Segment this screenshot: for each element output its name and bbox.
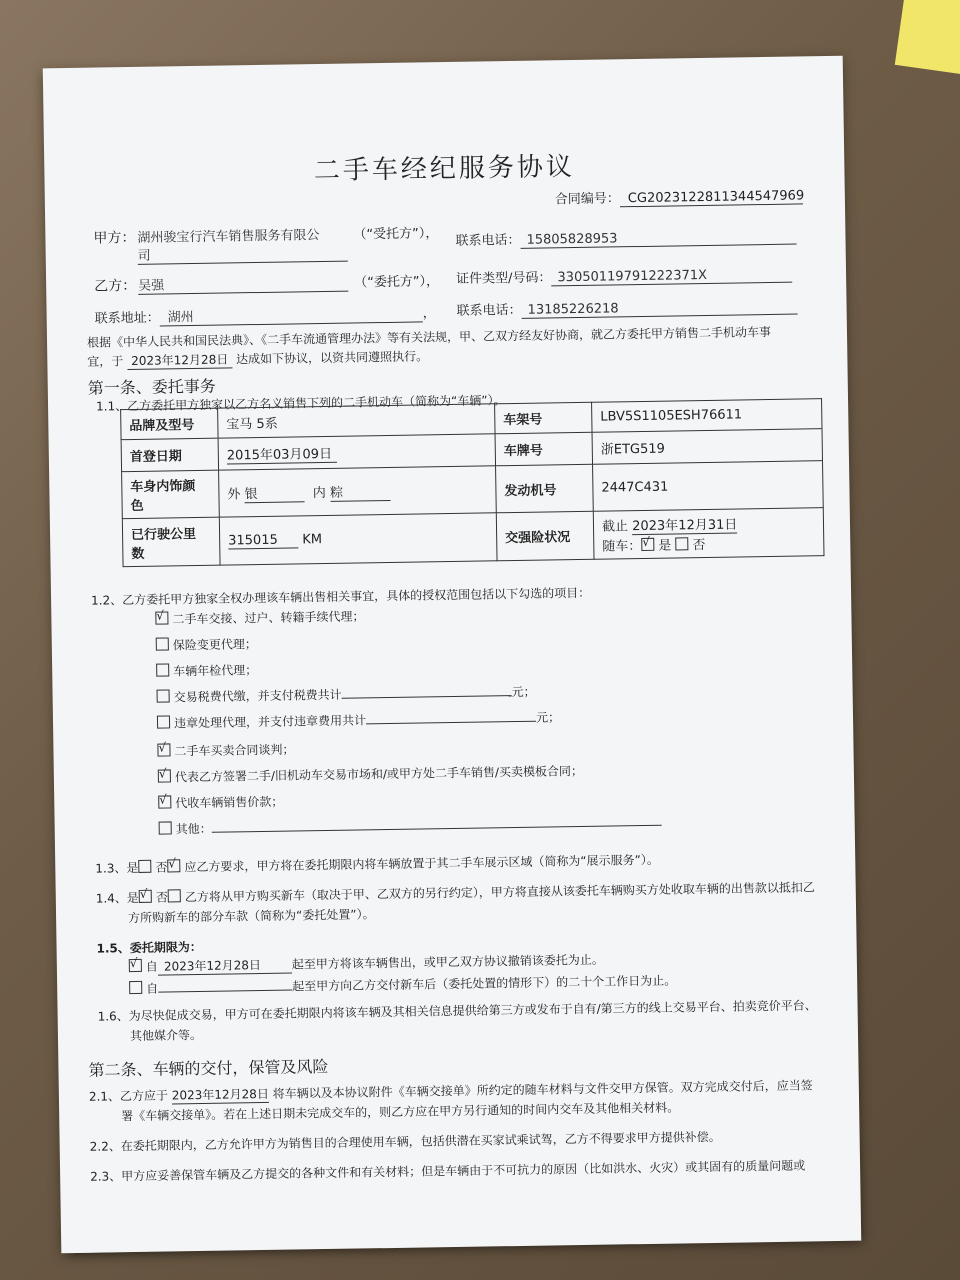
clause-2-1: 2.1、乙方应于 2023年12月28日 将车辆以及本协议附件《车辆交接单》所约定的随车材料与文件交甲方保管。双方完成交付后，应当签 bbox=[88, 1078, 813, 1104]
clause-2-2: 2.2、在委托期限内，乙方允许甲方为销售目的合理使用车辆，包括供潜在买家试乘试驾，乙方不得要求甲方提供补偿。 bbox=[89, 1129, 721, 1154]
section-2-heading: 第二条、车辆的交付，保管及风险 bbox=[88, 1056, 329, 1080]
preamble-date: 2023年12月28日 bbox=[127, 350, 232, 370]
clause-1-3: 1.3、是 否√ 应乙方要求，甲方将在委托期限内将车辆放置于其二手车展示区域（简称为“展示服务”）。 bbox=[95, 851, 659, 877]
plate-label: 车牌号 bbox=[495, 432, 592, 466]
list-item: 保险变更代理； bbox=[156, 629, 659, 663]
sticky-note bbox=[895, 0, 960, 74]
party-a-phone: 15805828953 bbox=[520, 229, 796, 249]
party-b-phone: 13185226218 bbox=[522, 299, 798, 319]
list-item: 其他： bbox=[159, 813, 662, 847]
insurance-cell: 截止 2023年12月31日 随车：√ 是 否 bbox=[593, 508, 824, 560]
showroom-no-checkbox[interactable] bbox=[167, 859, 180, 872]
reg-date-value: 2015年03月09日 bbox=[227, 442, 337, 464]
clause-1-5: 1.5、委托期限为： bbox=[96, 939, 202, 956]
list-item: √二手车交接、过户、转籍手续代理； bbox=[155, 603, 658, 637]
clause-1-4: 1.4、是√ 否 乙方将从甲方购买新车（取决于甲、乙双方的另行约定），甲方将直接从该委托车辆购买方处收取车辆的出售款以抵扣乙 bbox=[96, 878, 815, 906]
party-a-phone-row: 联系电话： 15805828953 bbox=[455, 225, 796, 250]
term-option-2: 自 起至甲方向乙方交付新车后（委托处置的情形下）的二十个工作日为止。 bbox=[129, 971, 676, 998]
vin-value: LBV5S1105ESH76611 bbox=[592, 399, 822, 433]
insurance-date: 2023年12月31日 bbox=[632, 514, 737, 536]
reg-date-label: 首登日期 bbox=[121, 438, 218, 472]
party-a-name-cont: 司 bbox=[138, 242, 348, 265]
reg-date-cell bbox=[218, 434, 495, 470]
color-label: 车身内饰颜 色 bbox=[122, 470, 220, 519]
clause-1-6-cont: 其他媒介等。 bbox=[129, 1027, 203, 1044]
party-b-role: （“委托方”）， bbox=[354, 274, 440, 291]
disposal-no-checkbox[interactable] bbox=[168, 889, 181, 902]
disposal-yes-checkbox[interactable] bbox=[139, 890, 152, 903]
list-item: √二手车买卖合同谈判； bbox=[157, 735, 660, 769]
list-item: √代表乙方签署二手/旧机动车交易市场和/或甲方处二手车销售/买卖模板合同； bbox=[158, 761, 661, 795]
party-b-address: 湖州 bbox=[160, 302, 423, 326]
address-row: 联系地址： 湖州 ， bbox=[95, 302, 436, 327]
brand-value: 宝马 5系 bbox=[218, 404, 495, 438]
list-item: 交易税费代缴，并支付税费共计 元； bbox=[156, 681, 659, 715]
mileage-label: 已行驶公里 数 bbox=[122, 517, 220, 567]
brand-label: 品牌及型号 bbox=[121, 408, 218, 440]
list-item: 违章处理代理，并支付违章费用共计 元； bbox=[157, 707, 660, 743]
list-item: √代收车辆销售价款； bbox=[158, 787, 661, 821]
color-cell: 外 银 内 粽 bbox=[219, 466, 497, 517]
term-2-checkbox[interactable] bbox=[129, 981, 142, 994]
party-b-id: 33050119791222371X bbox=[551, 267, 792, 287]
option-checkbox[interactable] bbox=[155, 611, 168, 624]
list-item: 车辆年检代理； bbox=[156, 655, 659, 689]
exterior-color: 银 bbox=[244, 482, 304, 503]
vin-label: 车架号 bbox=[495, 402, 592, 434]
showroom-yes-checkbox[interactable] bbox=[138, 860, 151, 873]
table-row bbox=[122, 508, 824, 567]
option-checkbox[interactable] bbox=[157, 689, 170, 702]
option-checkbox[interactable] bbox=[156, 637, 169, 650]
party-b-id-row: 证件类型/号码： 33050119791222371X bbox=[456, 263, 793, 288]
option-list bbox=[155, 603, 662, 847]
clause-2-1-cont: 署《车辆交接单》。若在上述日期未完成交车的，则乙方应在甲方另行通知的时间内交车及其他相关材料。 bbox=[121, 1100, 680, 1124]
engine-label: 发动机号 bbox=[496, 464, 594, 513]
term-1-date: 2023年12月28日 bbox=[158, 956, 292, 976]
clause-1-6: 1.6、为尽快促成交易，甲方可在委托期限内将该车辆及其相关信息提供给第三方或发布于自有/第三方的线上交易平台、拍卖竞价平台、 bbox=[97, 998, 817, 1024]
clause-2-3: 2.3、甲方应妥善保管车辆及乙方提交的各种文件和有关材料；但是车辆由于不可抗力的原因（比如洪水、火灾）或其固有的质量问题或 bbox=[90, 1158, 806, 1184]
contract-number-value: CG20231228113445479​69 bbox=[620, 188, 803, 207]
section-1-heading: 第一条、委托事务 bbox=[87, 376, 216, 398]
insurance-yes-checkbox[interactable] bbox=[641, 538, 654, 551]
document-title: 二手车经纪服务协议 bbox=[313, 152, 576, 187]
option-checkbox[interactable] bbox=[156, 663, 169, 676]
plate-value: 浙ETG519 bbox=[592, 429, 822, 465]
vehicle-table bbox=[120, 398, 824, 567]
interior-color: 粽 bbox=[330, 481, 390, 502]
contract-number: 合同编号： CG20231228113445479​69 bbox=[554, 188, 805, 208]
party-b-label: 乙方： bbox=[94, 277, 137, 295]
clause-1-2: 1.2、乙方委托甲方独家全权办理该车辆出售相关事宜，具体的授权范围包括以下勾选的项目： bbox=[90, 585, 591, 608]
party-a-label: 甲方： bbox=[93, 229, 136, 247]
insurance-no-checkbox[interactable] bbox=[675, 537, 688, 550]
party-b-name: 吴强 bbox=[138, 272, 348, 295]
party-a-name: 湖州骏宝行汽车销售服务有限公 bbox=[137, 228, 320, 246]
option-checkbox[interactable] bbox=[157, 715, 170, 728]
option-checkbox[interactable] bbox=[158, 769, 171, 782]
engine-value: 2447C431 bbox=[593, 461, 824, 512]
mileage-cell: 315015 KM bbox=[219, 513, 497, 565]
preamble-line-1: 根据《中华人民共和国民法典》、《二手车流通管理办法》等有关法规，甲、乙双方经友好协商，就乙方委托甲方销售二手机动车事 bbox=[86, 324, 772, 350]
handover-date: 2023年12月28日 bbox=[171, 1086, 270, 1103]
option-checkbox[interactable] bbox=[159, 821, 172, 834]
mileage-value: 315015 bbox=[228, 532, 298, 549]
party-a-role: （“受托方”）， bbox=[353, 226, 439, 243]
option-checkbox[interactable] bbox=[158, 795, 171, 808]
contract-page bbox=[43, 56, 862, 1253]
party-b-phone-row: 联系电话： 13185226218 bbox=[456, 295, 797, 320]
term-1-checkbox[interactable] bbox=[129, 959, 142, 972]
option-checkbox[interactable] bbox=[157, 743, 170, 756]
clause-1-4-cont: 方所购新车的部分车款（简称为“委托处置”）。 bbox=[127, 907, 375, 926]
insurance-label: 交强险状况 bbox=[496, 511, 594, 561]
preamble-line-2: 宜，于 2023年12月28日 达成如下协议，以资共同遵照执行。 bbox=[87, 349, 429, 369]
term-option-1: √自 2023年12月28日 起至甲方将该车辆售出，或甲乙双方协议撤销该委托为止。 bbox=[129, 951, 604, 976]
clause-1-1: 1.1、乙方委托甲方独家以乙方名义销售下列的二手机动车（简称为“车辆”）。 bbox=[95, 393, 506, 414]
